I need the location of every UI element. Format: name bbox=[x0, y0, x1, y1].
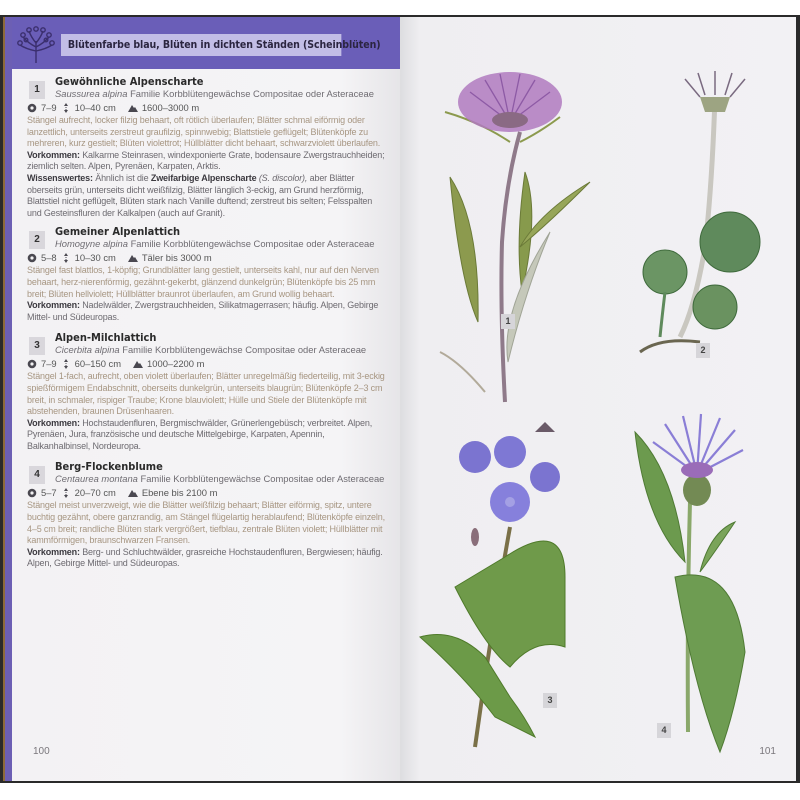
facts-text-post: aber Blätter oberseits grün, unterseits dicht weißfilzig, Blätter länglich 3-eckig, am Grund herzförmig, Blattstiel nicht geflügelt, Blüten stark nach Vanille duftend; zerstreut bis selten; Felsspalten und Gesteinsfluren der Kalkalpen (auch auf Granit). bbox=[27, 172, 373, 218]
facts-label: Wissenswertes: bbox=[27, 172, 93, 183]
altitude-range: Ebene bis 2100 m bbox=[141, 487, 218, 499]
plant-height: 10–40 cm bbox=[74, 102, 116, 113]
species-description: Stängel 1-fach, aufrecht, oben violett überlaufen; Blätter unregelmäßig fiederteilig, mit 3-eckig spießförmigem Endabschnitt, oberseits dunkelgrün, unterseits blaugrün; Blütenköpfe 2–3 cm breit, in schmaler, rispiger Traube; Krone blauviolett; Hülle und Stiele der Blütenköpfe mit abstehenden, braunen Drüsenhaaren. bbox=[27, 371, 385, 417]
mountain-icon bbox=[128, 103, 138, 113]
species-description: Stängel aufrecht, locker filzig behaart, oft rötlich überlaufen; Blätter schmal eiförmig oder lanzettlich, unterseits zerstreut graufilzig, spinnwebig; Blattstiele geflügelt; Blütenköpfe zu mehreren, kurz gestielt; Blüten violettrot; Hüllblätter dicht behaart, schwarzviolett überlaufen. bbox=[27, 115, 381, 149]
left-page bbox=[3, 17, 400, 781]
flower-calendar-icon bbox=[27, 488, 37, 498]
species-latin-name: Centaurea montana bbox=[55, 473, 138, 485]
flower-calendar-icon bbox=[27, 359, 37, 369]
entry-number-badge: 3 bbox=[29, 337, 45, 355]
flowering-months: 7–9 bbox=[41, 102, 57, 113]
occurrence-text: Berg- und Schluchtwälder, grasreiche Hochstaudenfluren, Bergwiesen; häufig. Alpen, Gebirge Mittel- und Südeuropas. bbox=[27, 546, 383, 569]
book-spread bbox=[0, 15, 800, 783]
species-description: Stängel meist unverzweigt, wie die Blätter weißfilzig behaart; Blätter eiförmig, spitz, untere buchtig gezähnt, obere ganzrandig, am Stängel flügelartig herablaufend; Blütenköpfe einzeln, 4–5 cm breit; randliche Blüten stark vergrößert, tiefblau, zentrale Blüten violett; Hüllblätter mit kammförmigen, braunschwarzen Fransen. bbox=[27, 500, 385, 546]
species-common-name: Alpen-Milchlattich bbox=[55, 331, 157, 345]
illustration-homogyne-alpina bbox=[620, 67, 770, 357]
plant-category-icon bbox=[16, 25, 56, 65]
species-family: Familie Korbblütengewächse Compositae oder Asteraceae bbox=[130, 238, 375, 250]
flower-calendar-icon bbox=[27, 253, 37, 263]
species-common-name: Gemeiner Alpenlattich bbox=[55, 225, 181, 239]
species-occurrence bbox=[27, 300, 387, 323]
mountain-icon bbox=[128, 488, 138, 498]
mountain-icon bbox=[133, 359, 143, 369]
section-header-band bbox=[12, 17, 400, 69]
species-stats bbox=[27, 251, 359, 264]
section-title: Blütenfarbe blau, Blüten in dichten Ständen (Scheinblüten) bbox=[61, 34, 341, 56]
species-facts bbox=[27, 173, 387, 219]
illustration-centaurea-montana bbox=[625, 412, 755, 767]
facts-text-pre: Ähnlich ist die bbox=[95, 172, 149, 183]
height-arrow-icon bbox=[61, 253, 71, 263]
illustration-label-1: 1 bbox=[501, 314, 515, 329]
occurrence-label: Vorkommen: bbox=[27, 149, 80, 160]
right-page bbox=[400, 17, 796, 781]
species-taxonomy bbox=[55, 473, 387, 485]
species-entry bbox=[27, 460, 387, 570]
species-entries bbox=[27, 75, 387, 574]
occurrence-text: Hochstaudenfluren, Bergmischwälder, Grünerlengebüsch; verbreitet. Alpen, Pyrenäen, Jura, französische und deutsche Mittelgebirge, Karpaten, Apennin, Balkanhalbinsel, Nordeuropa. bbox=[27, 417, 373, 451]
occurrence-label: Vorkommen: bbox=[27, 546, 80, 557]
page-edge-color-strip bbox=[3, 17, 12, 781]
flowering-months: 7–9 bbox=[41, 358, 57, 370]
illustration-cicerbita-alpina bbox=[415, 417, 585, 757]
species-family: Familie Korbblütengewächse Compositae oder Asteraceae bbox=[130, 88, 374, 99]
facts-related-latin: (S. discolor), bbox=[258, 172, 308, 183]
altitude-range: Täler bis 3000 m bbox=[141, 252, 212, 264]
species-family: Familie Korbblütengewächse Compositae oder Asteraceae bbox=[140, 473, 385, 485]
illustration-label-3: 3 bbox=[543, 693, 557, 708]
entry-number-badge: 4 bbox=[29, 466, 45, 484]
flower-calendar-icon bbox=[27, 103, 37, 113]
illustration-saussurea-alpina bbox=[430, 62, 600, 412]
species-latin-name: Saussurea alpina bbox=[55, 88, 128, 99]
entry-number-badge: 2 bbox=[29, 231, 45, 249]
height-arrow-icon bbox=[61, 359, 71, 369]
species-common-name: Berg-Flockenblume bbox=[55, 460, 163, 474]
occurrence-label: Vorkommen: bbox=[27, 300, 80, 311]
height-arrow-icon bbox=[61, 488, 71, 498]
occurrence-text: Nadelwälder, Zwergstrauchheiden, Silikatmagerrasen; häufig. Alpen, Gebirge Mittel- und Südeuropas. bbox=[27, 300, 379, 322]
species-entry bbox=[27, 331, 387, 452]
flowering-months: 5–8 bbox=[41, 252, 57, 264]
species-occurrence bbox=[27, 547, 387, 570]
species-common-name: Gewöhnliche Alpenscharte bbox=[55, 75, 204, 88]
species-latin-name: Homogyne alpina bbox=[55, 238, 128, 250]
page-number-left: 100 bbox=[33, 746, 50, 757]
mountain-icon bbox=[128, 253, 138, 263]
occurrence-text: Kalkarme Steinrasen, windexponierte Grate, bodensaure Zwergstrauchheiden; ziemlich selten. Alpen, Pyrenäen, Karpaten, Arktis. bbox=[27, 149, 385, 172]
entry-number-badge: 1 bbox=[29, 81, 45, 99]
species-stats bbox=[27, 486, 359, 499]
species-entry bbox=[27, 225, 387, 323]
species-occurrence bbox=[27, 418, 387, 453]
species-taxonomy bbox=[55, 88, 387, 100]
species-entry bbox=[27, 75, 387, 219]
species-stats bbox=[27, 357, 359, 370]
species-stats bbox=[27, 101, 359, 114]
species-occurrence bbox=[27, 150, 387, 173]
species-taxonomy bbox=[55, 344, 387, 356]
plant-height: 10–30 cm bbox=[74, 252, 116, 264]
species-taxonomy bbox=[55, 238, 387, 250]
altitude-range: 1600–3000 m bbox=[141, 102, 200, 113]
height-arrow-icon bbox=[61, 103, 71, 113]
page-number-right: 101 bbox=[759, 746, 776, 757]
plant-height: 20–70 cm bbox=[74, 487, 116, 499]
facts-related-species: Zweifarbige Alpenscharte bbox=[150, 172, 257, 183]
plant-height: 60–150 cm bbox=[74, 358, 122, 370]
flowering-months: 5–7 bbox=[41, 487, 57, 499]
illustration-label-2: 2 bbox=[696, 343, 710, 358]
illustration-label-4: 4 bbox=[657, 723, 671, 738]
altitude-range: 1000–2200 m bbox=[147, 358, 205, 370]
species-latin-name: Cicerbita alpina bbox=[55, 344, 120, 356]
species-description: Stängel fast blattlos, 1-köpfig; Grundblätter lang gestielt, unterseits kahl, nur auf den Nerven behaart, herz-nierenförmig, gezähnt-gekerbt, glänzend dunkelgrün; Blütenköpfe bis 25 mm breit; Blüten hellviolett; Hüllblätter braunrot überlaufen, am Grund wollig behaart. bbox=[27, 265, 379, 299]
occurrence-label: Vorkommen: bbox=[27, 417, 80, 428]
species-family: Familie Korbblütengewächse Compositae oder Asteraceae bbox=[122, 344, 367, 356]
